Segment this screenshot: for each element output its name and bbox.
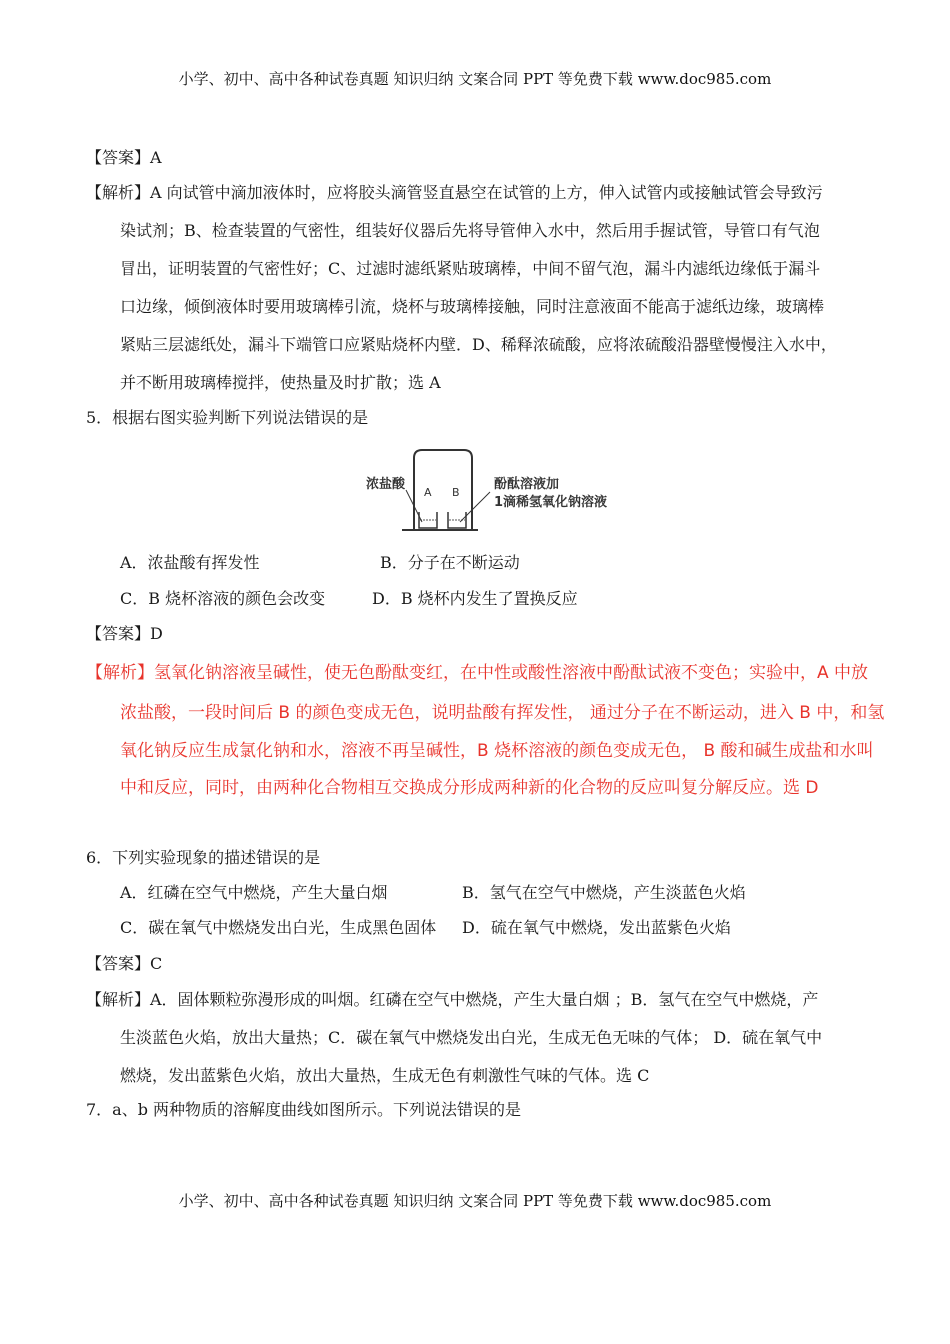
- q5-answer: 【答案】D: [86, 624, 163, 643]
- page-header: 小学、初中、高中各种试卷真题 知识归纳 文案合同 PPT 等免费下载 www.doc985.com: [178, 70, 772, 88]
- q5-analysis-line-4: 中和反应，同时，由两种化合物相互交换成分形成两种新的化合物的反应叫复分解反应。选 D: [120, 778, 819, 798]
- q5-option-d: D．B 烧杯内发生了置换反应: [372, 589, 578, 608]
- q6-answer: 【答案】C: [86, 954, 163, 973]
- q7-question: 7．a、b 两种物质的溶解度曲线如图所示。下列说法错误的是: [86, 1100, 522, 1119]
- q6-option-b: B．氢气在空气中燃烧，产生淡蓝色火焰: [462, 883, 746, 902]
- q4-analysis-line-1: 【解析】A 向试管中滴加液体时，应将胶头滴管竖直悬空在试管的上方，伸入试管内或接触试管会导致污: [86, 183, 823, 202]
- figure-label-naoh: 1滴稀氢氧化钠溶液: [494, 495, 608, 510]
- q6-option-c: C．碳在氧气中燃烧发出白光，生成黑色固体: [120, 918, 437, 937]
- q6-option-d: D．硫在氧气中燃烧，发出蓝紫色火焰: [462, 918, 731, 937]
- q6-option-a: A．红磷在空气中燃烧，产生大量白烟: [120, 883, 388, 902]
- figure-beaker-b-label: B: [452, 486, 460, 499]
- q4-analysis-line-2: 染试剂；B、检查装置的气密性，组装好仪器后先将导管伸入水中，然后用手握试管，导管口有气泡: [120, 221, 820, 240]
- q4-answer: 【答案】A: [86, 148, 162, 167]
- q5-option-c: C．B 烧杯溶液的颜色会改变: [120, 589, 326, 608]
- figure-label-hcl: 浓盐酸: [366, 477, 406, 492]
- q4-analysis-line-6: 并不断用玻璃棒搅拌，使热量及时扩散；选 A: [120, 373, 441, 392]
- q5-experiment-figure: [362, 442, 618, 538]
- q6-analysis-line-1: 【解析】A．固体颗粒弥漫形成的叫烟。红磷在空气中燃烧，产生大量白烟 ；B．氢气在空气中燃烧，产: [86, 990, 819, 1009]
- q6-analysis-line-2: 生淡蓝色火焰，放出大量热；C．碳在氧气中燃烧发出白光，生成无色无味的气体； D．硫在氧气中: [120, 1028, 823, 1047]
- q5-option-b: B．分子在不断运动: [380, 553, 520, 572]
- figure-beaker-a-label: A: [424, 486, 432, 499]
- q6-analysis-line-3: 燃烧，发出蓝紫色火焰，放出大量热，生成无色有刺激性气味的气体。选 C: [120, 1066, 650, 1085]
- q5-option-a: A．浓盐酸有挥发性: [120, 553, 260, 572]
- q4-analysis-line-3: 冒出，证明装置的气密性好；C、过滤时滤纸紧贴玻璃棒，中间不留气泡，漏斗内滤纸边缘低于漏斗: [120, 259, 821, 278]
- q5-analysis-line-2: 浓盐酸，一段时间后 B 的颜色变成无色，说明盐酸有挥发性， 通过分子在不断运动，进入 B 中，和氢: [120, 703, 885, 723]
- q5-question: 5．根据右图实验判断下列说法错误的是: [86, 408, 369, 427]
- q4-analysis-line-4: 口边缘，倾倒液体时要用玻璃棒引流，烧杯与玻璃棒接触，同时注意液面不能高于滤纸边缘，玻璃棒: [120, 297, 825, 316]
- q4-analysis-line-5: 紧贴三层滤纸处，漏斗下端管口应紧贴烧杯内壁．D、稀释浓硫酸，应将浓硫酸沿器壁慢慢注入水中，: [120, 335, 837, 354]
- page-footer: 小学、初中、高中各种试卷真题 知识归纳 文案合同 PPT 等免费下载 www.doc985.com: [178, 1192, 772, 1210]
- q5-analysis-line-3: 氧化钠反应生成氯化钠和水，溶液不再呈碱性，B 烧杯溶液的颜色变成无色， B 酸和碱生成盐和水叫: [120, 741, 874, 761]
- figure-label-phenolphthalein: 酚酞溶液加: [494, 477, 560, 492]
- q5-analysis-line-1: 【解析】氢氧化钠溶液呈碱性，使无色酚酞变红，在中性或酸性溶液中酚酞试液不变色；实验中，A 中放: [86, 663, 869, 683]
- q6-question: 6．下列实验现象的描述错误的是: [86, 848, 321, 867]
